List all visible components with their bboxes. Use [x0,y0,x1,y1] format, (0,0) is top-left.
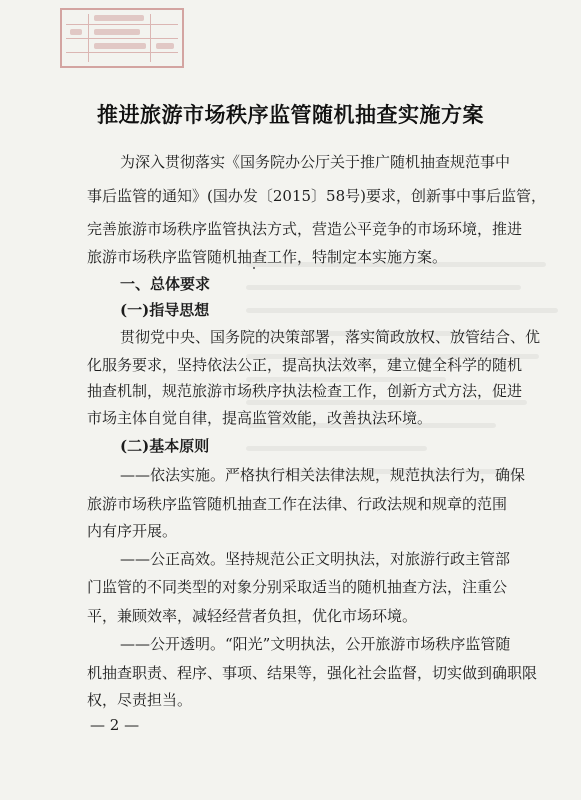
seal-stamp [60,8,184,68]
subsection-heading: (一)指导思想 [120,301,210,319]
paragraph-line: ——公开透明。“阳光”文明执法，公开旅游市场秩序监管随 [120,635,511,653]
paragraph-line: ——依法实施。严格执行相关法律法规，规范执法行为，确保 [120,466,526,484]
paragraph-line: 贯彻党中央、国务院的决策部署，落实简政放权、放管结合、优 [120,328,541,346]
paragraph-line: 为深入贯彻落实《国务院办公厅关于推广随机抽查规范事中 [120,153,511,171]
paragraph-line: 化服务要求，坚持依法公正，提高执法效率，建立健全科学的随机 [87,356,523,374]
paragraph-line: 市场主体自觉自律，提高监管效能，改善执法环境。 [87,409,433,427]
page-number: — 2 — [90,716,140,734]
document-title: 推进旅游市场秩序监管随机抽查实施方案 [97,103,484,127]
paragraph-line: 平，兼顾效率，减轻经营者负担，优化市场环境。 [87,607,418,625]
paragraph-line: ——公正高效。坚持规范公正文明执法，对旅游行政主管部 [120,550,511,568]
ink-speck [253,267,255,269]
paragraph-line: 机抽查职责、程序、事项、结果等，强化社会监督，切实做到确职限 [87,664,538,682]
paragraph-line: 旅游市场秩序监管随机抽查工作在法律、行政法规和规章的范围 [87,495,508,513]
paragraph-line: 事后监管的通知》(国办发〔2015〕58号)要求，创新事中事后监管， [87,187,546,205]
paragraph-line: 完善旅游市场秩序监管执法方式，营造公平竞争的市场环境，推进 [87,220,523,238]
paragraph-line: 抽查机制，规范旅游市场秩序执法检查工作，创新方式方法，促进 [87,382,523,400]
section-heading: 一、总体要求 [120,275,211,293]
paragraph-line: 门监管的不同类型的对象分别采取适当的随机抽查方法，注重公 [87,578,508,596]
subsection-heading: (二)基本原则 [120,437,210,455]
paragraph-line: 内有序开展。 [87,522,178,540]
paragraph-line: 旅游市场秩序监管随机抽查工作，特制定本实施方案。 [87,248,448,266]
paragraph-line: 权，尽责担当。 [87,691,193,709]
